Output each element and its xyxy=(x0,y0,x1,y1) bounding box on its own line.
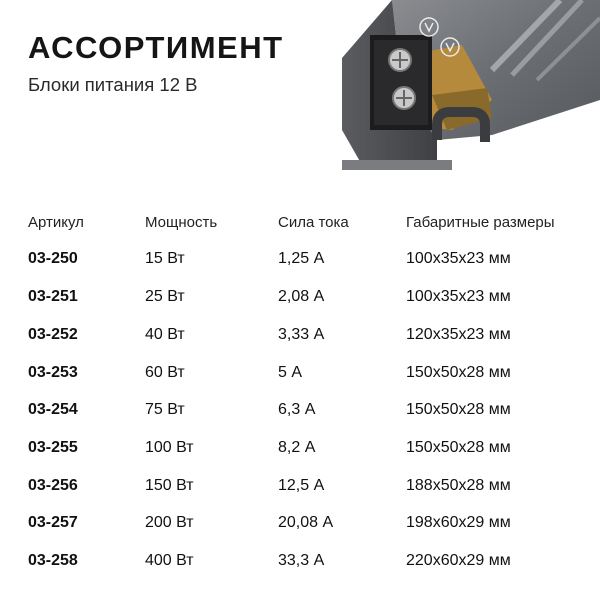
cell-current: 12,5 А xyxy=(278,477,325,494)
cell-article: 03-258 xyxy=(28,552,78,569)
cell-current: 6,3 А xyxy=(278,401,316,418)
cell-dimensions: 120х35х23 мм xyxy=(406,326,511,343)
table-header xyxy=(0,214,600,234)
table-row xyxy=(0,439,600,461)
cell-current: 1,25 А xyxy=(278,250,325,267)
cell-power: 60 Вт xyxy=(145,364,185,381)
table-row xyxy=(0,288,600,310)
cell-dimensions: 150х50х28 мм xyxy=(406,439,511,456)
column-header-current: Сила тока xyxy=(278,214,349,231)
cell-power: 400 Вт xyxy=(145,552,194,569)
cell-power: 200 Вт xyxy=(145,514,194,531)
column-header-power: Мощность xyxy=(145,214,218,231)
cell-article: 03-256 xyxy=(28,477,78,494)
table-row xyxy=(0,477,600,499)
cell-dimensions: 100х35х23 мм xyxy=(406,288,511,305)
cell-power: 100 Вт xyxy=(145,439,194,456)
cell-dimensions: 188х50х28 мм xyxy=(406,477,511,494)
cell-article: 03-257 xyxy=(28,514,78,531)
cell-power: 25 Вт xyxy=(145,288,185,305)
cell-current: 2,08 А xyxy=(278,288,325,305)
page-subtitle: Блоки питания 12 В xyxy=(28,74,198,95)
table-row xyxy=(0,326,600,348)
cell-article: 03-250 xyxy=(28,250,78,267)
cell-dimensions: 150х50х28 мм xyxy=(406,364,511,381)
cell-dimensions: 220х60х29 мм xyxy=(406,552,511,569)
column-header-dimensions: Габаритные размеры xyxy=(406,214,555,231)
cell-current: 20,08 А xyxy=(278,514,334,531)
table-row xyxy=(0,364,600,386)
cell-current: 5 А xyxy=(278,364,303,381)
table-row xyxy=(0,250,600,272)
cell-article: 03-255 xyxy=(28,439,78,456)
table-row xyxy=(0,514,600,536)
cell-article: 03-251 xyxy=(28,288,78,305)
cell-power: 150 Вт xyxy=(145,477,194,494)
page-title: АССОРТИМЕНТ xyxy=(28,30,284,65)
cell-current: 8,2 А xyxy=(278,439,316,456)
cell-dimensions: 100х35х23 мм xyxy=(406,250,511,267)
cell-article: 03-254 xyxy=(28,401,78,418)
column-header-article: Артикул xyxy=(28,214,84,231)
power-supply-image xyxy=(342,0,600,170)
cell-article: 03-252 xyxy=(28,326,78,343)
cell-power: 40 Вт xyxy=(145,326,185,343)
cell-current: 3,33 А xyxy=(278,326,325,343)
cell-article: 03-253 xyxy=(28,364,78,381)
table-row xyxy=(0,401,600,423)
cell-dimensions: 150х50х28 мм xyxy=(406,401,511,418)
cell-power: 75 Вт xyxy=(145,401,185,418)
cell-dimensions: 198х60х29 мм xyxy=(406,514,511,531)
cell-power: 15 Вт xyxy=(145,250,185,267)
cell-current: 33,3 А xyxy=(278,552,325,569)
table-row xyxy=(0,552,600,574)
